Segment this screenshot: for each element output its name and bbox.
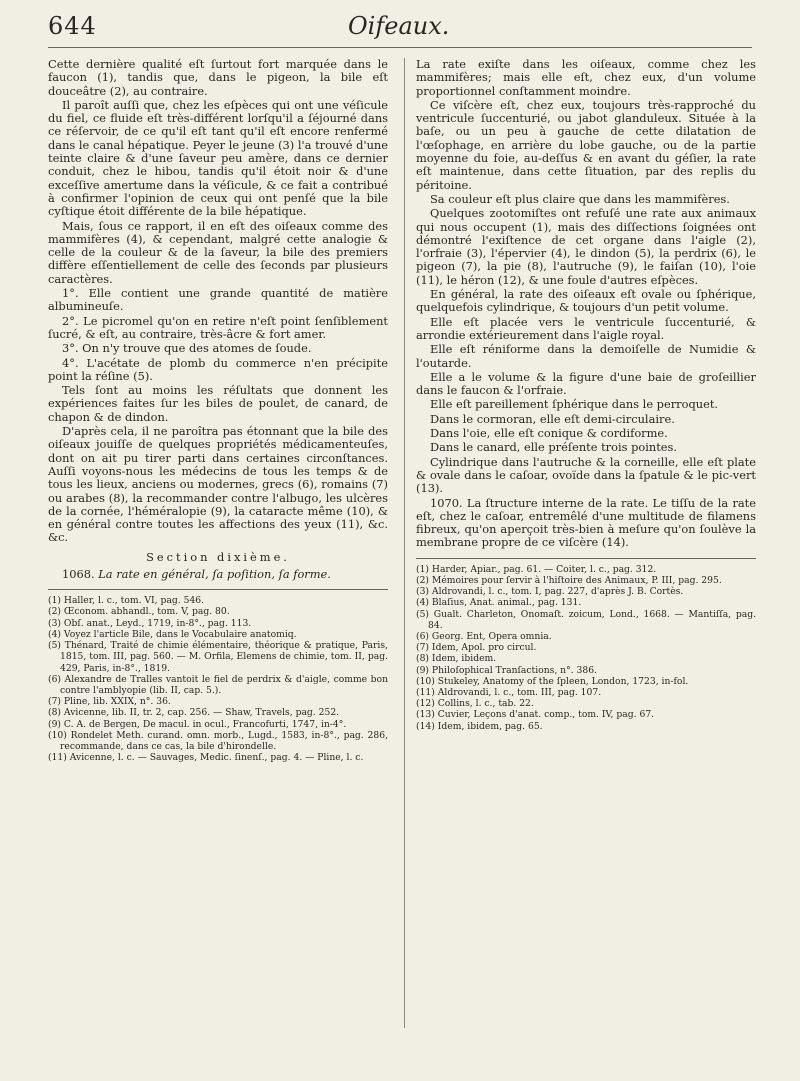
paragraph: Quelques zootomiſtes ont refuſé une rate aux animaux qui nous occupent (1), mais des diſſections ſoignées ont démontré l'exiſtence de cet organe dans l'aigle (2), l'orfraie (3), l'épervier (4), le dindon (5), la perdrix (6), le pigeon (7), la pie (8), l'autruche (9), le faiſan (10), l'oie (11), le héron (12), & une foule d'autres eſpèces.	[416, 206, 756, 287]
paragraph: 4°. L'acétate de plomb du commerce n'en précipite point la réſine (5).	[48, 355, 388, 383]
paragraph: 2°. Le picromel qu'on en retire n'eſt point ſenſiblement ſucré, & eſt, au contraire, très-âcre & fort amer.	[48, 313, 388, 341]
footnote: (7) Pline, lib. XXIX, n°. 36.	[48, 696, 171, 708]
footnote-rule	[48, 589, 388, 590]
footnote: (7) Idem, Apol. pro circul.	[416, 642, 537, 654]
footnote: (11) Aldrovandi, l. c., tom. III, pag. 107.	[416, 686, 602, 698]
footnote-rule	[416, 558, 756, 559]
paragraph: Elle eſt placée vers le ventricule ſuccenturié, & arrondie extérieurement dans l'aigle royal.	[416, 314, 756, 342]
paragraph: Elle eſt pareillement ſphérique dans le perroquet.	[430, 397, 719, 412]
paragraph: Elle eſt réniforme dans la demoiſelle de Numidie & l'outarde.	[416, 342, 756, 370]
section-lead	[48, 568, 388, 581]
section-number: 1068.	[62, 566, 95, 581]
footnote: (1) Harder, Apiar., pag. 61. — Coiter, l. c., pag. 312.	[416, 563, 657, 575]
paragraph: 1070. La ſtructure interne de la rate. Le tiſſu de la rate eſt, chez le caſoar, entremêlé d'une multitude de filamens fibreux, qu'on aperçoit très-bien à meſure qu'on ſoulève la membrane propre de ce viſcère (14).	[416, 495, 756, 550]
paragraph: Elle a le volume & la figure d'une baie de groſeillier dans le faucon & l'orfraie.	[416, 369, 756, 398]
footnote: (5) Gualt. Charleton, Onomaſt. zoicum, Lond., 1668. — Mantiſſa, pag. 84.	[416, 608, 756, 631]
page-number: 644	[48, 12, 97, 40]
footnote: (5) Thénard, Traité de chimie élémentaire, théorique & pratique, Paris, 1815, tom. III, pag. 560. — M. Orfila, Elemens de chimie, tom. II, pag. 429, Paris, in-8°., 1819.	[48, 640, 388, 674]
footnote: (8) Idem, ibidem.	[416, 653, 497, 665]
footnote: (6) Alexandre de Tralles vantoit le fiel de perdrix & d'aigle, comme bon contre l'amblyopie (lib. II, cap. 5.).	[48, 673, 388, 696]
footnote: (2) Mémoires pour ſervir à l'hiſtoire des Animaux, P. III, pag. 295.	[416, 574, 722, 586]
section-heading: La rate en général, ſa poſition, ſa forme.	[98, 566, 331, 581]
footnote: (9) Philoſophical Tranſactions, n°. 386.	[416, 664, 597, 676]
paragraph: Dans le cormoran, elle eſt demi-circulaire.	[430, 411, 675, 426]
paragraph: Sa couleur eſt plus claire que dans les mammifères.	[430, 191, 730, 206]
header-rule	[48, 47, 752, 48]
paragraph: 3°. On n'y trouve que des atomes de ſoude.	[62, 341, 312, 356]
footnote: (4) Voyez l'article Bile, dans le Vocabulaire anatomiq.	[48, 628, 297, 640]
left-column	[48, 58, 388, 763]
section-title: Section dixième.	[146, 549, 290, 564]
footnote: (14) Idem, ibidem, pag. 65.	[416, 720, 543, 732]
running-title: Oifeaux.	[348, 12, 450, 40]
footnote: (8) Avicenne, lib. II, tr. 2, cap. 256. — Shaw, Travels, pag. 252.	[48, 707, 340, 719]
paragraph: Tels ſont au moins les réſultats que donnent les expériences faites ſur les biles de poulet, de canard, de chapon & de dindon.	[48, 383, 388, 424]
paragraph: Cette dernière qualité eſt ſurtout fort marquée dans le faucon (1), tandis que, dans le pigeon, la bile eſt douceâtre (2), au contraire.	[48, 57, 388, 98]
footnote: (12) Collins, l. c., tab. 22.	[416, 698, 534, 710]
footnote: (10) Stukeley, Anatomy of the ſpleen, London, 1723, in-fol.	[416, 675, 689, 687]
column-divider	[404, 58, 405, 1028]
footnote: (1) Haller, l. c., tom. VI, pag. 546.	[48, 595, 205, 607]
footnote: (6) Georg. Ent, Opera omnia.	[416, 630, 552, 642]
footnote: (10) Rondelet Meth. curand. omn. morb., Lugd., 1583, in-8°., pag. 286, recommande, dans ce cas, la bile d'hirondelle.	[48, 729, 388, 752]
footnote: (2) Œconom. abhandl., tom. V, pag. 80.	[48, 606, 230, 618]
footnote: (9) C. A. de Bergen, De macul. in ocul., Francofurti, 1747, in-4°.	[48, 718, 347, 730]
paragraph: 1°. Elle contient une grande quantité de matière albumineuſe.	[48, 286, 388, 314]
footnote: (3) Obſ. anat., Leyd., 1719, in-8°., pag. 113.	[48, 617, 252, 629]
paragraph: La rate exiſte dans les oiſeaux, comme chez les mammifères; mais elle eſt, chez eux, d'un volume proportionnel conſtamment moindre.	[416, 57, 756, 98]
right-column	[416, 58, 756, 732]
page-header	[48, 12, 748, 52]
paragraph: Cylindrique dans l'autruche & la corneille, elle eſt plate & ovale dans le caſoar, ovoïde dans la ſpatule & le pic-vert (13).	[416, 454, 756, 496]
footnote: (11) Avicenne, l. c. — Sauvages, Medic. ſinenſ., pag. 4. — Pline, l. c.	[48, 752, 364, 764]
footnote: (3) Aldrovandi, l. c., tom. I, pag. 227, d'après J. B. Cortès.	[416, 586, 684, 598]
paragraph: Dans l'oie, elle eſt conique & cordiforme.	[430, 426, 668, 441]
paragraph: En général, la rate des oiſeaux eſt ovale ou ſphérique, quelquefois cylindrique, & toujours d'un petit volume.	[416, 287, 756, 315]
paragraph: Dans le canard, elle préſente trois pointes.	[430, 440, 678, 455]
footnotes-left	[48, 589, 388, 763]
footnotes-right	[416, 558, 756, 732]
paragraph: Mais, ſous ce rapport, il en eſt des oiſeaux comme des mammifères (4), & cependant, malgré cette analogie & celle de la couleur & de la ſaveur, la bile des premiers diffère eſſentiellement de celle des ſeconds par plusieurs caractères.	[48, 218, 388, 286]
paragraph: D'après cela, il ne paroîtra pas étonnant que la bile des oiſeaux jouiſſe de quelques propriétés médicamenteuſes, dont on ait pu tirer parti dans certaines circonſtances. Auſſi voyons-nous les médecins de tous les temps & de tous les lieux, anciens ou modernes, grecs (6), romains (7) ou arabes (8), la recommander contre l'albugo, les ulcères de la cornée, l'héméralopie (9), la cataracte même (10), & en général contre toutes les affections des yeux (11), &c. &c.	[48, 424, 388, 545]
paragraph: Il paroît auſſi que, chez les eſpèces qui ont une véſicule du fiel, ce fluide eſt très-différent lorſqu'il a ſéjourné dans ce réſervoir, de ce qu'il eſt tant qu'il eſt encore renfermé dans le canal hépatique. Peyer le jeune (3) l'a trouvé d'une teinte claire & d'une ſaveur peu amère, dans ce dernier conduit, chez le hibou, tandis qu'il étoit noir & d'une exceſſive amertume dans la véſicule, & ce fait a contribué à confirmer l'opinion de ceux qui ont penſé que la bile cyſtique étoit différente de la bile hépatique.	[48, 97, 388, 219]
paragraph: Ce viſcère eſt, chez eux, toujours très-rapproché du ventricule ſuccenturié, ou jabot glanduleux. Située à la baſe, ou un peu à gauche de cette dilatation de l'œſophage, en arrière du lobe gauche, ou de la partie moyenne du foie, au-deſſus & en avant du géſier, la rate eſt maintenue, dans cette ſituation, par des replis du péritoine.	[416, 97, 756, 192]
footnote: (4) Blaſius, Anat. animal., pag. 131.	[416, 597, 582, 609]
footnote: (13) Cuvier, Leçons d'anat. comp., tom. IV, pag. 67.	[416, 709, 655, 721]
